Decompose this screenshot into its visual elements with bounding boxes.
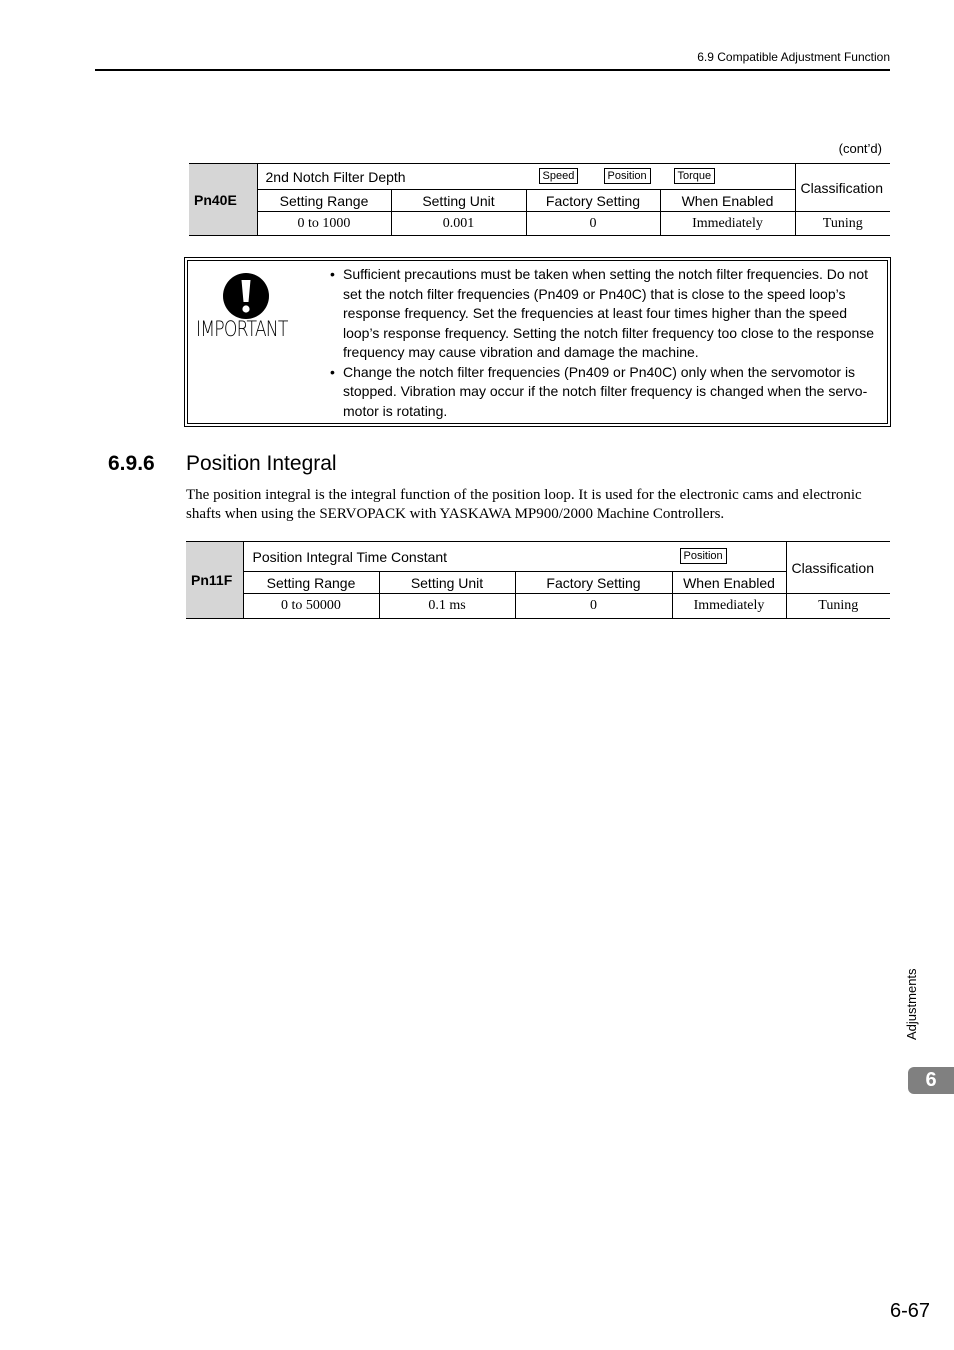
chapter-side-label: Adjustments <box>904 968 919 1040</box>
val-when-enabled: Immediately <box>672 594 786 619</box>
important-notice <box>184 257 891 427</box>
val-classification: Tuning <box>795 212 890 236</box>
header-rule <box>95 69 890 71</box>
tag-position: Position <box>680 548 727 564</box>
classification-label: Classification <box>786 542 890 594</box>
col-setting-range: Setting Range <box>257 190 391 212</box>
section-title: Position Integral <box>186 452 337 475</box>
important-bullets <box>328 265 883 421</box>
val-setting-unit: 0.001 <box>391 212 526 236</box>
section-body: The position integral is the integral function of the position loop. It is used for the electronic cams and electronic shafts when using the SERVOPACK with YASKAWA MP900/2000 Machine Controllers. <box>186 487 862 522</box>
col-setting-range: Setting Range <box>243 572 379 594</box>
val-classification: Tuning <box>786 594 890 619</box>
tag-speed: Speed <box>539 168 579 184</box>
val-factory-setting: 0 <box>526 212 660 236</box>
col-factory-setting: Factory Setting <box>526 190 660 212</box>
important-label: IMPORTANT <box>196 317 288 341</box>
page-number: 6-67 <box>889 1300 930 1322</box>
col-when-enabled: When Enabled <box>660 190 795 212</box>
tag-position: Position <box>604 168 651 184</box>
col-setting-unit: Setting Unit <box>391 190 526 212</box>
param-code: Pn11F <box>186 542 243 619</box>
exclamation-icon <box>222 272 270 320</box>
tag-torque: Torque <box>674 168 716 184</box>
val-setting-range: 0 to 50000 <box>243 594 379 619</box>
col-setting-unit: Setting Unit <box>379 572 515 594</box>
chapter-tab: 6 <box>908 1067 954 1094</box>
param-title-cell <box>257 164 795 190</box>
list-item: • Change the notch filter frequencies (Pn409 or Pn40C) only when the servomotor is stopped. Vibration may occur if the notch filter frequency is changed when the servo-motor is rotating. <box>328 363 883 422</box>
param-title-cell <box>243 542 786 572</box>
section-number: 6.9.6 <box>108 452 155 475</box>
classification-label: Classification <box>795 164 890 212</box>
col-when-enabled: When Enabled <box>672 572 786 594</box>
param-table-pn11f <box>186 541 890 619</box>
val-factory-setting: 0 <box>515 594 672 619</box>
val-setting-unit: 0.1 ms <box>379 594 515 619</box>
param-code: Pn40E <box>189 164 257 236</box>
param-title: Position Integral Time Constant <box>252 548 448 565</box>
val-when-enabled: Immediately <box>660 212 795 236</box>
param-table-pn40e <box>189 163 890 236</box>
running-header: 6.9 Compatible Adjustment Function <box>697 50 890 64</box>
list-item: • Sufficient precautions must be taken when setting the notch filter frequencies. Do not set the notch filter frequencies (Pn409 or Pn40C) that is close to the speed loop’s response frequency. Set the frequencies at least four times higher than the speed loop’s response frequency. Setting the notch filter frequency too close to the response frequency may cause vibration and damage the machine. <box>328 265 883 363</box>
col-factory-setting: Factory Setting <box>515 572 672 594</box>
continued-note: (cont’d) <box>838 141 882 156</box>
param-title: 2nd Notch Filter Depth <box>265 168 406 185</box>
val-setting-range: 0 to 1000 <box>257 212 391 236</box>
